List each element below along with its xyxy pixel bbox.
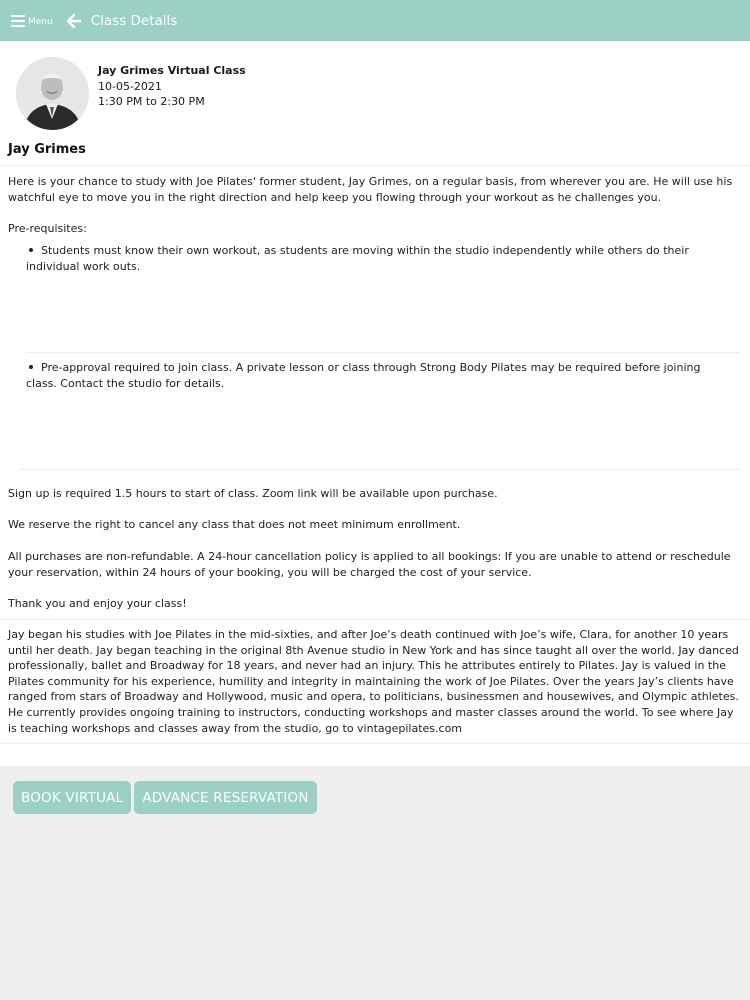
class-time: 1:30 PM to 2:30 PM [98,95,205,108]
prereq-item [26,360,716,391]
back-button[interactable] [67,14,81,28]
menu-button[interactable] [11,15,53,27]
divider [20,469,740,470]
prereq-item [26,243,716,274]
advance-reservation-button[interactable]: ADVANCE RESERVATION [134,781,316,814]
instructor-name: Jay Grimes [8,142,86,157]
divider [26,352,740,353]
avatar [16,57,89,130]
prereq-text: Pre-approval required to join class. A private lesson or class through Strong Body Pilates may be required before joining class. Contact the studio for details. [26,361,701,390]
hamburger-icon [11,15,25,27]
class-date: 10-05-2021 [98,79,162,93]
divider [0,165,750,166]
menu-label: Menu [28,16,53,27]
page-title: Class Details [90,12,178,29]
divider [0,743,750,744]
bullet-icon [29,248,33,252]
action-bar [13,781,317,814]
bullet-icon [29,365,33,369]
prereq-heading: Pre-requisites: [8,222,87,235]
thanks-note: Thank you and enjoy your class! [8,597,187,610]
refund-policy: All purchases are non-refundable. A 24-hour cancellation policy is applied to all bookings: If you are unable to attend or reschedule your reservation, within 24 hours of your booking, you will be charged the cost of your service. [8,550,731,579]
arrow-left-icon [67,14,81,28]
instructor-photo [16,57,89,130]
signup-note: Sign up is required 1.5 hours to start of class. Zoom link will be available upon purchase. [8,487,498,500]
top-bar [0,0,750,41]
class-header [16,57,246,130]
cancel-note: We reserve the right to cancel any class that does not meet minimum enrollment. [8,518,461,531]
instructor-bio: Jay began his studies with Joe Pilates in the mid-sixties, and after Joe’s death continued with Joe’s wife, Clara, for another 10 years until her death. Jay began teaching in the original 8th Avenue studio in New York and has since taught all over the world. Jay danced professionally, ballet and Broadway for 18 years, and never had an injury. This he attributes entirely to Pilates. Jay is valued in the Pilates community for his experience, humility and integrity in maintaining the work of Joe Pilates. Over the years Jay’s clients have ranged from stars of Broadway and Hollywood, music and opera, to politicians, businessmen and housewives, and Olympic athletes. He currently provides ongoing training to instructors, conducting workshops and master classes around the world. To see where Jay is teaching workshops and classes away from the studio, go to vintagepilates.com [8,628,739,735]
description-intro: Here is your chance to study with Joe Pilates' former student, Jay Grimes, on a regular basis, from wherever you are. He will use his watchful eye to move you in the right direction and help keep you flowing through your workout as he challenges you. [8,175,733,204]
class-meta [98,63,246,130]
prereq-text: Students must know their own workout, as students are moving within the studio independently while others do their individual work outs. [26,244,689,273]
class-details-panel [0,41,750,766]
book-virtual-button[interactable]: BOOK VIRTUAL [13,781,131,814]
divider [0,619,750,620]
class-name: Jay Grimes Virtual Class [98,64,246,77]
